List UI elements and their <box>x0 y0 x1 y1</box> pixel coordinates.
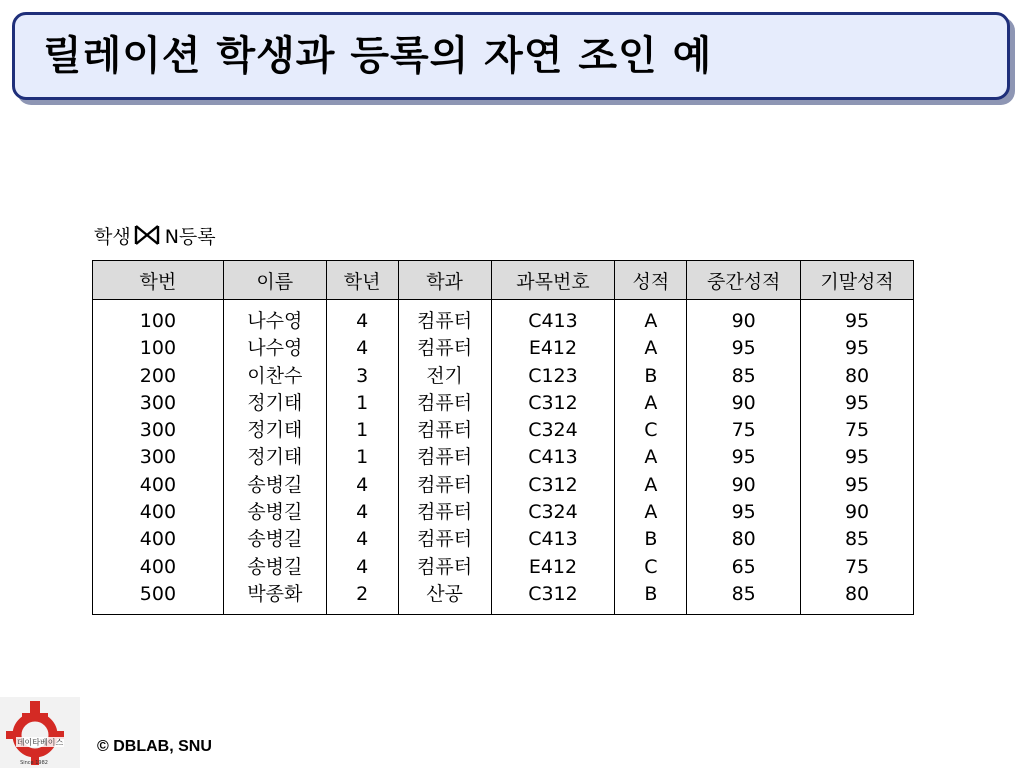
table-cell: E412 <box>528 337 578 360</box>
logo-text: 데이타베이스 <box>16 738 64 747</box>
table-cell: 80 <box>844 582 870 605</box>
table-cell: 85 <box>731 582 756 605</box>
table-cell: 75 <box>844 419 870 442</box>
table-cell: 4 <box>356 555 369 578</box>
table-cell: 송병길 <box>247 473 303 496</box>
table-cell: 400 <box>139 501 177 524</box>
table-cell: 컴퓨터 <box>417 473 473 496</box>
table-cell: 컴퓨터 <box>417 310 473 332</box>
table-cell: 4 <box>356 501 369 524</box>
table-cell: C <box>644 419 658 442</box>
table-cell: 송병길 <box>247 555 303 578</box>
table-cell: 컴퓨터 <box>417 528 473 551</box>
table-cell: 95 <box>844 310 870 332</box>
table-cell: 정기태 <box>247 419 303 442</box>
table-cell: 85 <box>731 364 756 387</box>
col-student-id <box>93 300 224 615</box>
col-header-grade: 성적 <box>615 261 687 300</box>
slide-title: 릴레이션 학생과 등록의 자연 조인 예 <box>43 33 713 79</box>
table-cell: 4 <box>356 473 369 496</box>
relation-right-text: N등록 <box>164 225 216 248</box>
dblab-logo <box>0 697 80 768</box>
table-cell: 400 <box>139 473 177 496</box>
table-cell: C123 <box>528 364 578 387</box>
table-cell: 90 <box>844 501 870 524</box>
table-cell: C <box>644 555 658 578</box>
table-cell: C312 <box>528 473 578 496</box>
table-cell: 90 <box>731 391 756 414</box>
col-final <box>801 300 914 615</box>
table-cell: A <box>644 501 658 524</box>
relation-left-text: 학생 <box>94 225 131 248</box>
join-result-table <box>92 260 914 615</box>
table-cell: 송병길 <box>247 501 303 524</box>
table-cell: 4 <box>356 528 369 551</box>
table-cell: 정기태 <box>247 391 303 414</box>
table-cell: A <box>644 473 658 496</box>
table-cell: 컴퓨터 <box>417 391 473 414</box>
table-cell: 75 <box>844 555 870 578</box>
col-header-midterm: 중간성적 <box>687 261 801 300</box>
table-cell: C413 <box>528 446 578 469</box>
table-cell: 95 <box>731 501 756 524</box>
table-cell: 송병길 <box>247 528 303 551</box>
table-cell: 컴퓨터 <box>417 555 473 578</box>
col-midterm <box>687 300 801 615</box>
table-cell: C413 <box>528 310 578 332</box>
col-header-year: 학년 <box>326 261 398 300</box>
table-cell: 95 <box>731 337 756 360</box>
title-box <box>12 12 1010 100</box>
col-header-department: 학과 <box>398 261 491 300</box>
table-cell: 85 <box>844 528 870 551</box>
table-cell: 300 <box>139 446 177 469</box>
col-header-course-no: 과목번호 <box>491 261 615 300</box>
table-cell: 65 <box>731 555 756 578</box>
table-cell: 95 <box>844 337 870 360</box>
table-cell: 1 <box>356 391 369 414</box>
table-cell: 2 <box>356 582 369 605</box>
table-cell: 90 <box>731 473 756 496</box>
col-course-no <box>491 300 615 615</box>
table-header-row <box>93 261 914 300</box>
natural-join-icon <box>133 223 161 247</box>
table-cell: 80 <box>844 364 870 387</box>
table-cell: 1 <box>356 446 369 469</box>
table-cell: C312 <box>528 582 578 605</box>
table-cell: C324 <box>528 419 578 442</box>
table-cell: 80 <box>731 528 756 551</box>
table-cell: C324 <box>528 501 578 524</box>
table-cell: 95 <box>844 446 870 469</box>
table-cell: 100 <box>139 310 177 332</box>
table-cell: A <box>644 310 658 332</box>
table-cell: C312 <box>528 391 578 414</box>
table-cell: 1 <box>356 419 369 442</box>
table-cell: C413 <box>528 528 578 551</box>
table-cell: 95 <box>844 391 870 414</box>
table-cell: 300 <box>139 419 177 442</box>
table-cell: 3 <box>356 364 369 387</box>
table-cell: 산공 <box>426 582 463 605</box>
table-cell: 4 <box>356 310 369 332</box>
table-cell: B <box>644 582 658 605</box>
col-header-student-id: 학번 <box>93 261 224 300</box>
col-department <box>398 300 491 615</box>
table-cell: 컴퓨터 <box>417 419 473 442</box>
table-cell: 컴퓨터 <box>417 446 473 469</box>
table-cell: A <box>644 391 658 414</box>
table-cell: 300 <box>139 391 177 414</box>
table-cell: 400 <box>139 528 177 551</box>
col-grade <box>615 300 687 615</box>
col-header-final: 기말성적 <box>801 261 914 300</box>
table-cell: 박종화 <box>247 582 303 605</box>
table-body-row <box>93 300 914 615</box>
table-cell: B <box>644 364 658 387</box>
footer-copyright: © DBLAB, SNU <box>97 738 212 755</box>
table-cell: A <box>644 446 658 469</box>
col-header-name: 이름 <box>223 261 326 300</box>
table-cell: 95 <box>731 446 756 469</box>
table-cell: B <box>644 528 658 551</box>
table-cell: 90 <box>731 310 756 332</box>
table-cell: 200 <box>139 364 177 387</box>
table-cell: 컴퓨터 <box>417 337 473 360</box>
table-cell: 4 <box>356 337 369 360</box>
table-cell: 전기 <box>426 364 463 387</box>
table-cell: 정기태 <box>247 446 303 469</box>
table-cell: 95 <box>844 473 870 496</box>
table-cell: E412 <box>528 555 578 578</box>
table-cell: 나수영 <box>247 337 303 360</box>
relation-label <box>94 221 216 249</box>
table-cell: 이찬수 <box>247 364 303 387</box>
table-cell: A <box>644 337 658 360</box>
table-cell: 100 <box>139 337 177 360</box>
table-cell: 400 <box>139 555 177 578</box>
col-name <box>223 300 326 615</box>
col-year <box>326 300 398 615</box>
table-cell: 75 <box>731 419 756 442</box>
table-cell: 500 <box>139 582 177 605</box>
table-cell: 나수영 <box>247 310 303 332</box>
logo-since-text: Since 1982 <box>20 760 48 766</box>
table-cell: 컴퓨터 <box>417 501 473 524</box>
